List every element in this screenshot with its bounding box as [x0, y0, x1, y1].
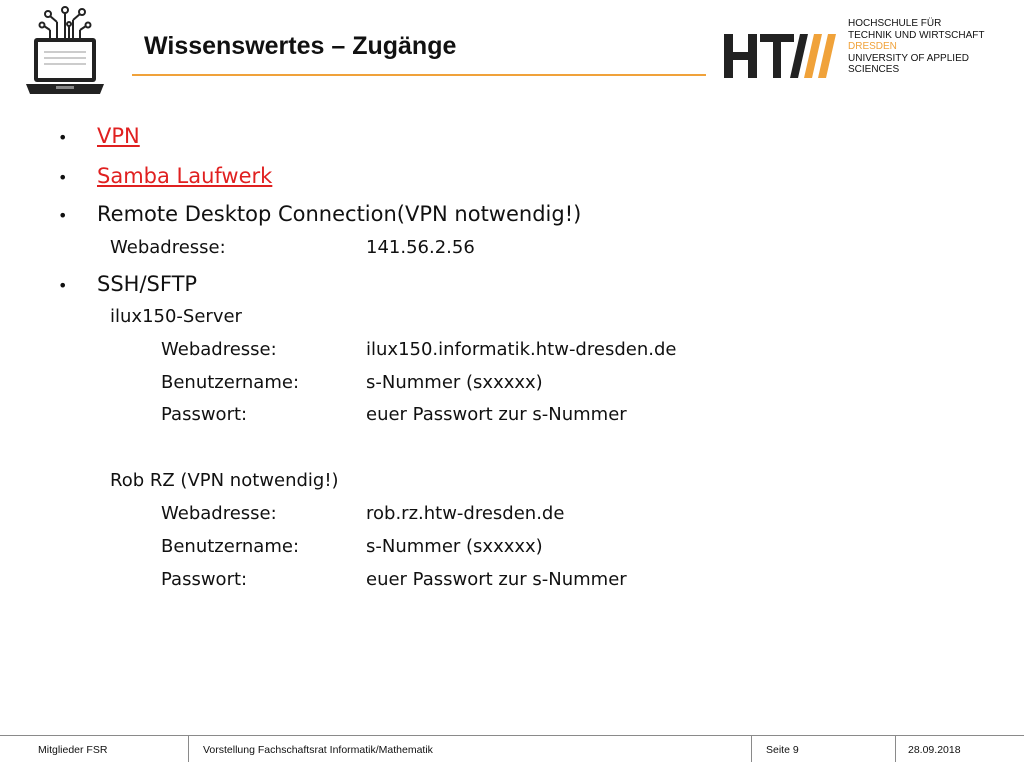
rob-user-label: Benutzername:: [161, 536, 300, 557]
footer-divider: [0, 735, 1024, 736]
ilux-heading: ilux150-Server: [110, 306, 242, 327]
bullet-marker: •: [58, 206, 68, 225]
rdc-heading: Remote Desktop Connection(VPN notwendig!): [97, 202, 582, 226]
samba-link[interactable]: Samba Laufwerk: [97, 164, 273, 188]
htw-line-4: UNIVERSITY OF APPLIED SCIENCES: [848, 52, 969, 75]
rob-web-value: rob.rz.htw-dresden.de: [366, 503, 565, 524]
footer-date: 28.09.2018: [908, 744, 961, 756]
bullet-marker: •: [58, 168, 68, 187]
rob-pass-value: euer Passwort zur s-Nummer: [366, 569, 627, 590]
ilux-pass-value: euer Passwort zur s-Nummer: [366, 404, 627, 425]
ilux-user-label: Benutzername:: [161, 372, 300, 393]
footer-separator: [895, 736, 896, 762]
htw-line-1: HOCHSCHULE FÜR: [848, 18, 942, 29]
bullet-marker: •: [58, 276, 68, 295]
rdc-web-label: Webadresse:: [110, 237, 226, 258]
ilux-web-value: ilux150.informatik.htw-dresden.de: [366, 339, 677, 360]
ilux-user-value: s-Nummer (sxxxxx): [366, 372, 543, 393]
rob-heading: Rob RZ (VPN notwendig!): [110, 470, 339, 491]
rob-user-value: s-Nummer (sxxxxx): [366, 536, 543, 557]
rob-web-label: Webadresse:: [161, 503, 277, 524]
rdc-web-value: 141.56.2.56: [366, 237, 475, 258]
footer-separator: [751, 736, 752, 762]
ilux-pass-label: Passwort:: [161, 404, 248, 425]
footer-presentation-title: Vorstellung Fachschaftsrat Informatik/Mathematik: [203, 744, 433, 756]
footer-separator: [188, 736, 189, 762]
footer-author: Mitglieder FSR: [38, 744, 108, 756]
vpn-link[interactable]: VPN: [97, 124, 140, 148]
page-title: Wissenswertes – Zugänge: [144, 32, 457, 60]
footer-page-number: Seite 9: [766, 744, 799, 756]
htw-line-3: DRESDEN: [848, 41, 897, 52]
ilux-web-label: Webadresse:: [161, 339, 277, 360]
htw-line-2: TECHNIK UND WIRTSCHAFT: [848, 29, 985, 41]
bullet-marker: •: [58, 128, 68, 147]
ssh-heading: SSH/SFTP: [97, 272, 198, 296]
rob-pass-label: Passwort:: [161, 569, 248, 590]
